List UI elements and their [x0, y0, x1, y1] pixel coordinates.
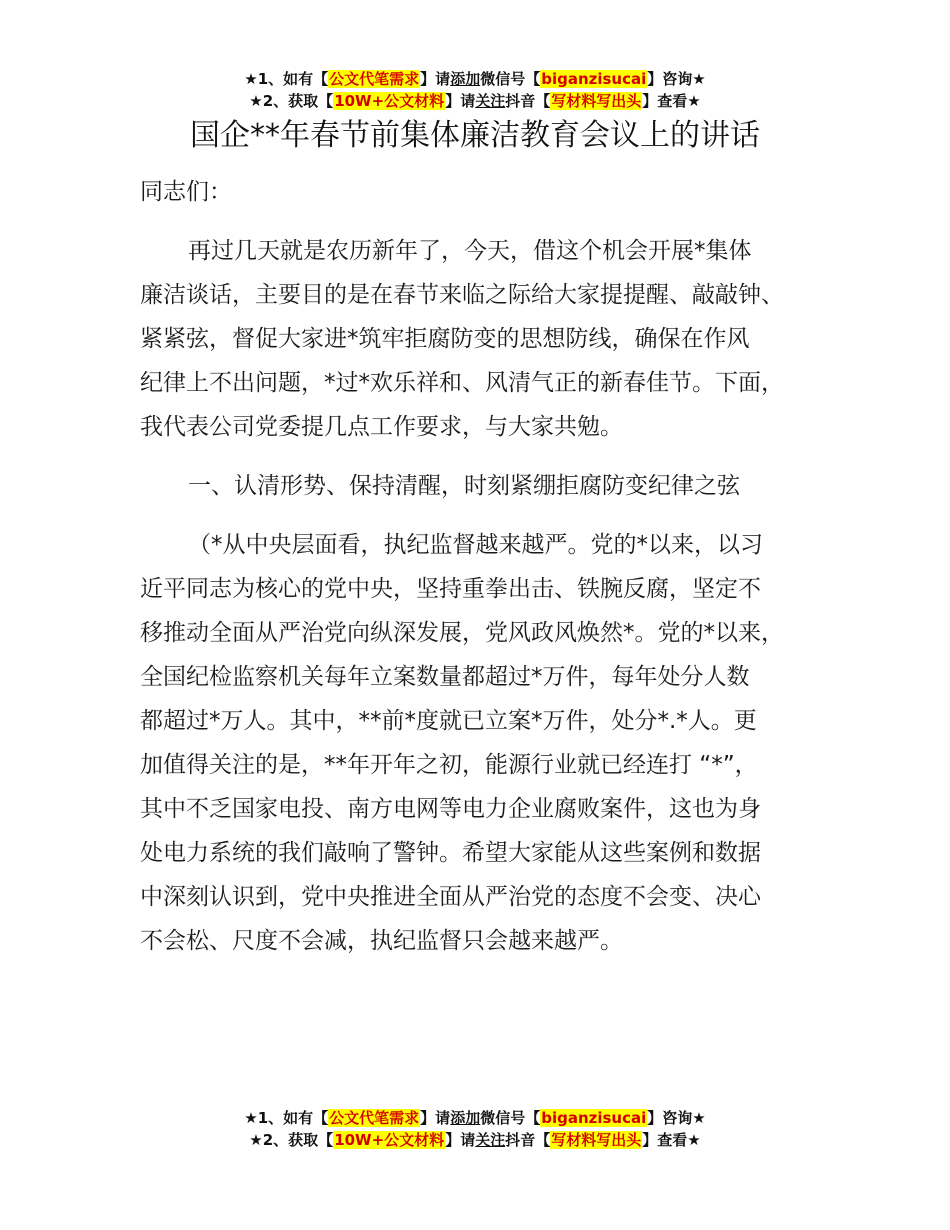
paragraph-line: 再过几天就是农历新年了，今天，借这个机会开展*集体: [188, 238, 752, 264]
promo-highlight: biganzisucai: [541, 1109, 647, 1127]
paragraph-line: 其中不乏国家电投、南方电网等电力企业腐败案件，这也为身: [140, 796, 761, 822]
paragraph-line: 紧紧弦，督促大家进*筑牢拒腐防变的思想防线，确保在作风: [140, 326, 750, 352]
bottom-promo-banner: [0, 1107, 950, 1151]
promo-text: 微信号【: [480, 1109, 541, 1127]
promo-text: 】咨询★: [647, 1109, 706, 1127]
promo-text: ★2、获取【: [249, 92, 334, 110]
paragraph-line: 加值得关注的是，**年开年之初，能源行业就已经连打 “*”，: [140, 752, 758, 778]
promo-highlight: 10W+公文材料: [334, 1131, 445, 1149]
document-title: 国企**年春节前集体廉洁教育会议上的讲话: [190, 118, 760, 153]
promo-underline: 关注: [475, 92, 506, 110]
promo-line-1: [0, 1107, 950, 1129]
document-body: [140, 170, 832, 963]
promo-text: ★1、如有【: [244, 1109, 329, 1127]
promo-text: 】咨询★: [647, 70, 706, 88]
paragraph-line: 中深刻认识到，党中央推进全面从严治党的态度不会变、决心: [140, 884, 761, 910]
paragraph-line: 处电力系统的我们敲响了警钟。希望大家能从这些案例和数据: [140, 840, 761, 866]
promo-highlight: biganzisucai: [541, 70, 647, 88]
promo-highlight: 10W+公文材料: [334, 92, 445, 110]
paragraph-line: （*从中央层面看，执纪监督越来越严。党的*以来，以习: [188, 532, 763, 558]
promo-text: 】请: [445, 92, 476, 110]
promo-highlight: 写材料写出头: [551, 92, 642, 110]
paragraph-2: [140, 523, 832, 963]
promo-underline: 关注: [475, 1131, 506, 1149]
promo-highlight: 公文代笔需求: [329, 70, 420, 88]
promo-text: 】请: [420, 1109, 451, 1127]
promo-line-2: [0, 90, 950, 112]
paragraph-line: 近平同志为核心的党中央，坚持重拳出击、铁腕反腐，坚定不: [140, 576, 761, 602]
paragraph-line: 廉洁谈话，主要目的是在春节来临之际给大家提提醒、敲敲钟、: [140, 282, 784, 308]
promo-text: 】请: [445, 1131, 476, 1149]
promo-text: ★2、获取【: [249, 1131, 334, 1149]
paragraph-line: 移推动全面从严治党向纵深发展，党风政风焕然*。党的*以来，: [140, 620, 784, 646]
promo-underline: 添加: [450, 70, 481, 88]
paragraph-line: 全国纪检监察机关每年立案数量都超过*万件，每年处分人数: [140, 664, 750, 690]
promo-highlight: 写材料写出头: [551, 1131, 642, 1149]
promo-text: 】查看★: [642, 1131, 701, 1149]
promo-underline: 添加: [450, 1109, 481, 1127]
paragraph-line: 都超过*万人。其中，**前*度就已立案*万件，处分*.*人。更: [140, 708, 757, 734]
section-heading-1: 一、认清形势、保持清醒，时刻紧绷拒腐防变纪律之弦: [188, 473, 740, 499]
salutation: 同志们：: [140, 179, 232, 205]
promo-highlight: 公文代笔需求: [329, 1109, 420, 1127]
paragraph-line: 我代表公司党委提几点工作要求，与大家共勉。: [140, 414, 623, 440]
promo-text: 抖音【: [505, 92, 551, 110]
promo-text: ★1、如有【: [244, 70, 329, 88]
promo-text: 抖音【: [505, 1131, 551, 1149]
promo-line-2: [0, 1129, 950, 1151]
top-promo-banner: [0, 68, 950, 112]
paragraph-1: [140, 229, 832, 449]
promo-text: 】请: [420, 70, 451, 88]
paragraph-line: 纪律上不出问题，*过*欢乐祥和、风清气正的新春佳节。下面，: [140, 370, 784, 396]
paragraph-line: 不会松、尺度不会减，执纪监督只会越来越严。: [140, 928, 623, 954]
promo-text: 微信号【: [480, 70, 541, 88]
promo-text: 】查看★: [642, 92, 701, 110]
promo-line-1: [0, 68, 950, 90]
